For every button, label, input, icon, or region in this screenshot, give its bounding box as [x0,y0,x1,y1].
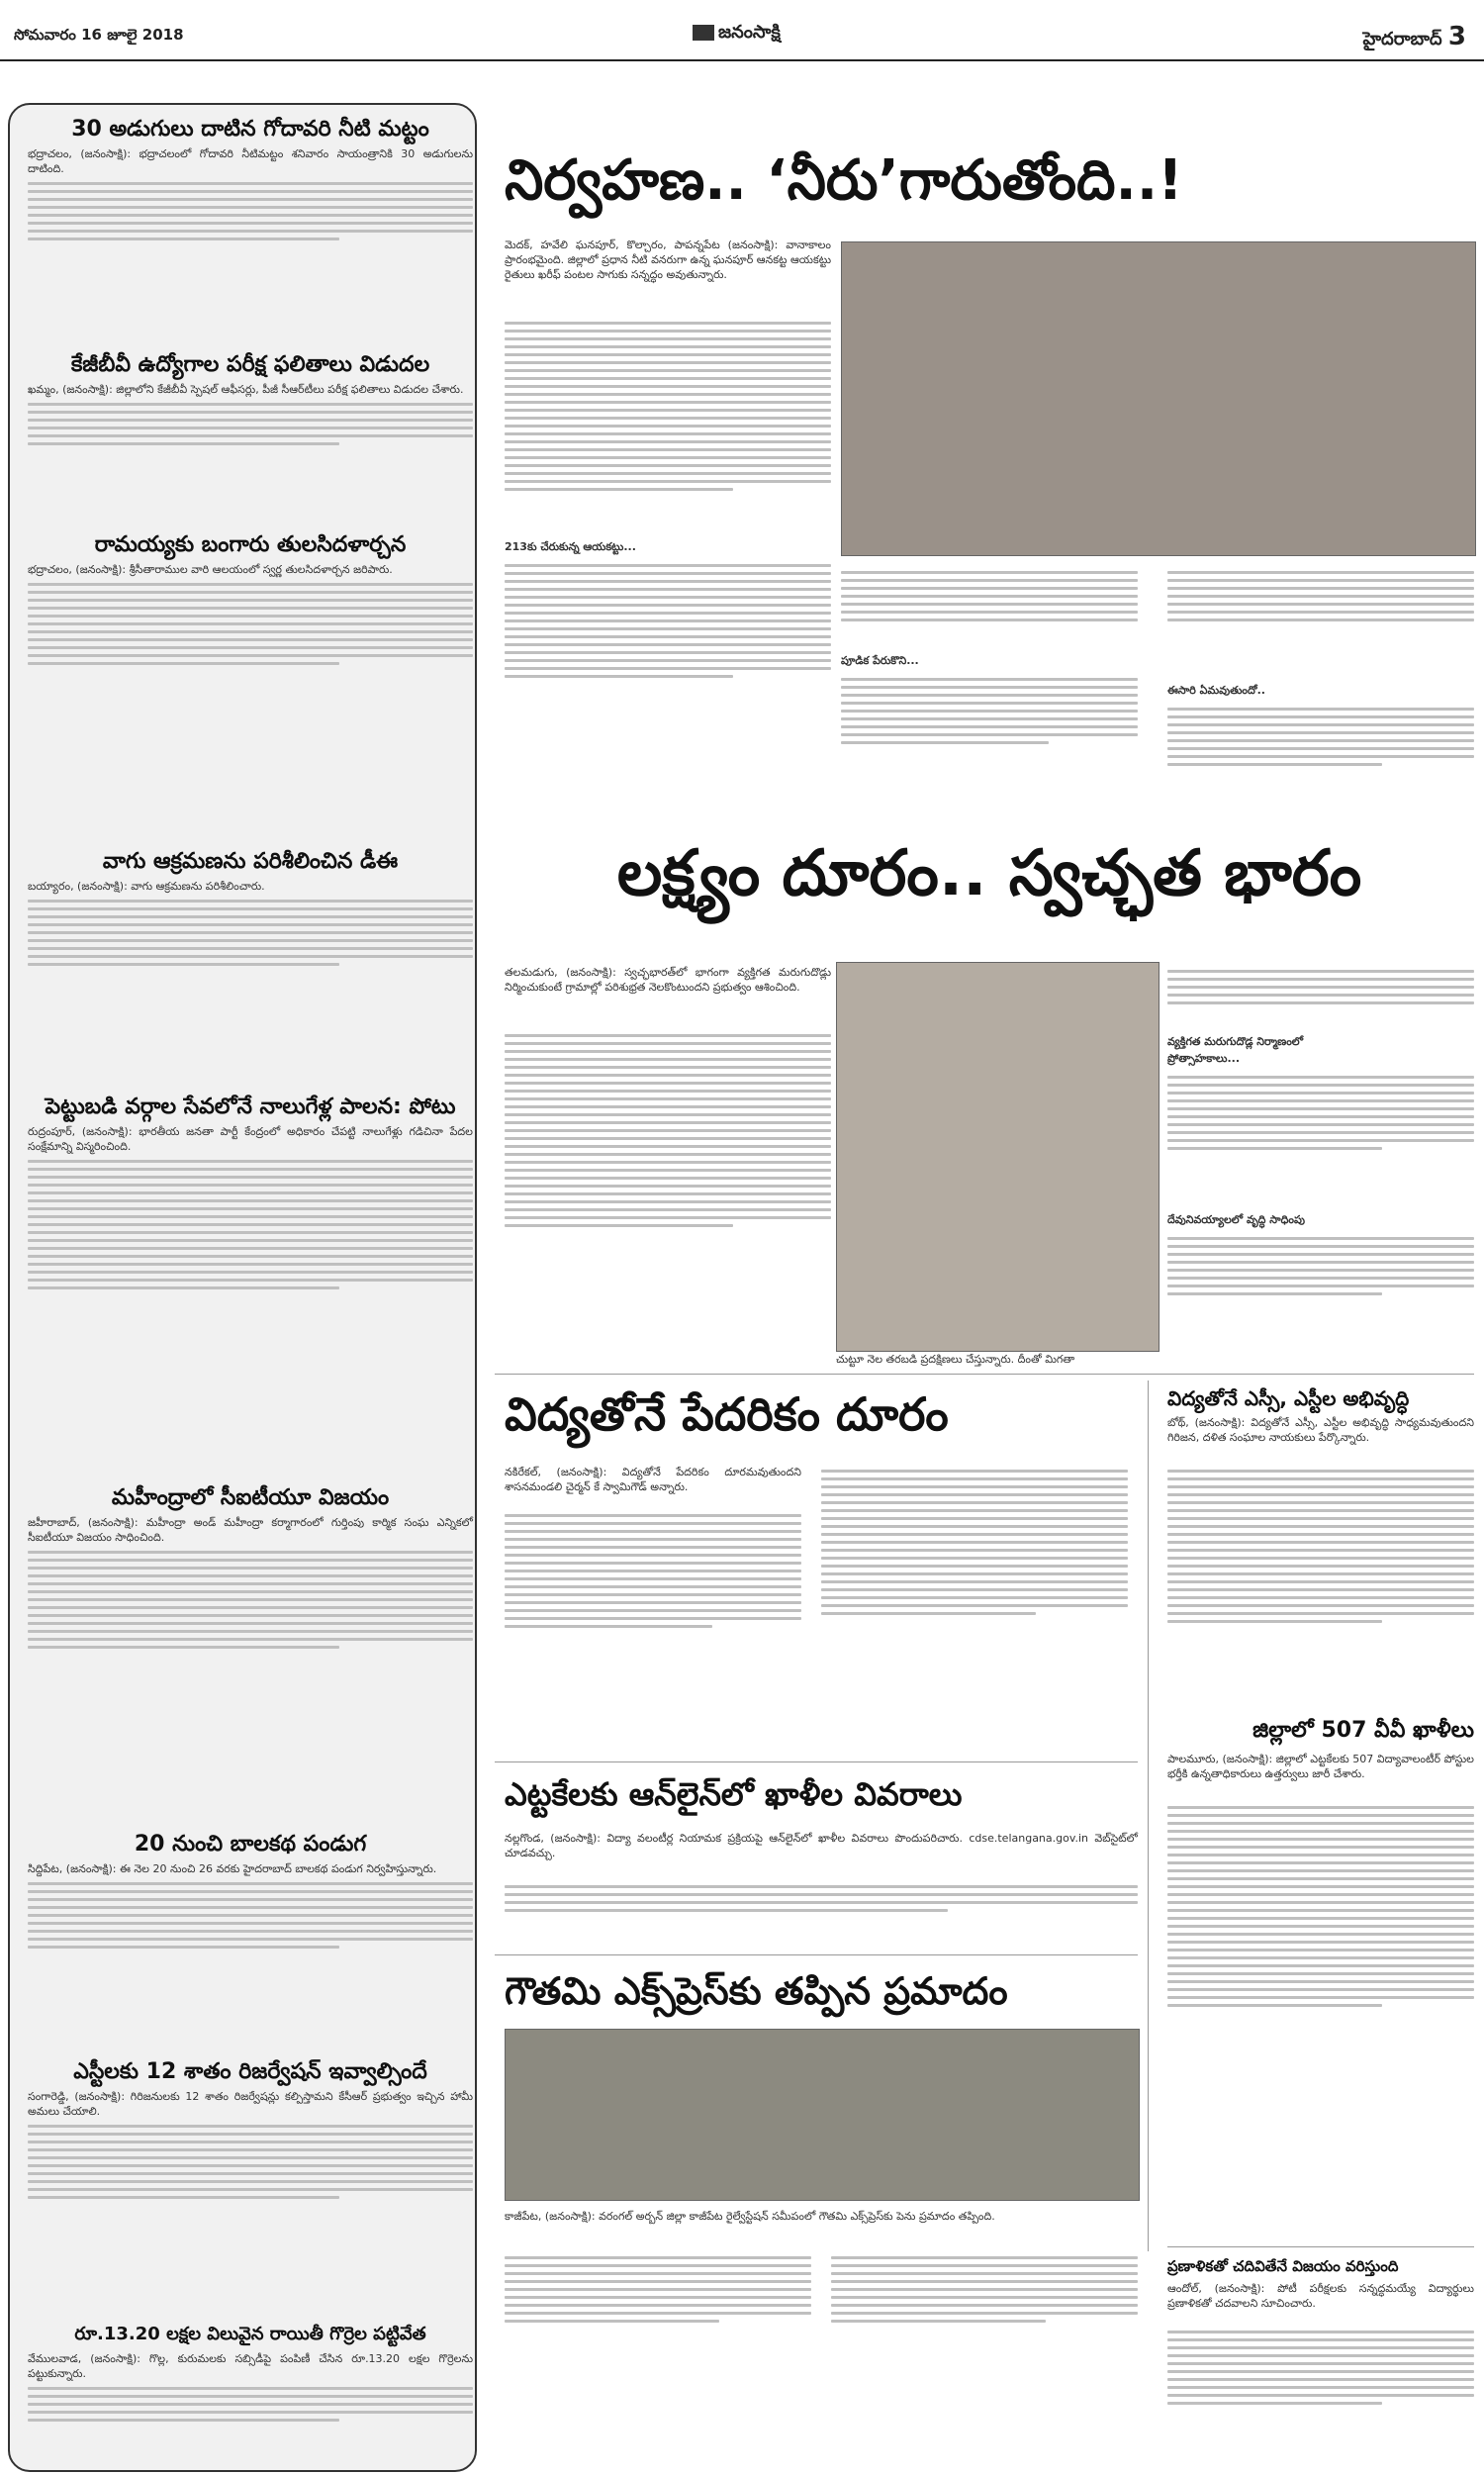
article-text [28,1160,473,1289]
article [28,1095,473,1294]
story1-subhead: ఈసారి ఏమవుతుందో.. [1167,684,1265,697]
story1-text-col3 [1167,566,1474,626]
story1-text-col1 [505,317,831,496]
masthead [693,22,781,47]
story8-byline: ఆందోల్, (జనంసాక్షి): పోటీ పరీక్షలకు సన్నద్ధమయ్యే విద్యార్థులు ప్రణాళికతో చదవాలని సూచించారు. [1167,2282,1474,2310]
article-byline: భద్రాచలం, (జనంసాక్షి): శ్రీసీతారాముల వారి ఆలయంలో స్వర్ణ తులసిదళార్చన జరిపారు. [28,563,393,576]
story3-title: విద్యతోనే పేదరికం దూరం [505,1387,949,1441]
story6-text [1167,1801,1474,2012]
article [28,1832,473,1953]
story7-text-col1 [505,2251,811,2328]
page-city [1362,22,1466,53]
story1-photo [841,241,1476,556]
article [28,532,473,670]
story4-text [1167,1465,1474,1628]
story1-byline: మెదక్, హవేలి ఘనపూర్, కొల్చారం, పాపన్నపేట (జనంసాక్షి): వానాకాలం ప్రారంభమైంది. జిల్లాలో ప్రధాన నీటి వనరుగా ఉన్న ఘనపూర్ ఆనకట్ట ఆయకట్టు రైతులు ఖరీఫ్ పంటల సాగుకు సన్నద్ధం అవుతున్నారు. [505,238,831,281]
story1-text-col1b [505,559,831,683]
article-text [28,1882,473,1949]
story7-byline: కాజీపేట, (జనంసాక్షి): వరంగల్ అర్బన్ జిల్లా కాజీపేట రైల్వేస్టేషన్ సమీపంలో గౌతమి ఎక్స్‌ప్రెస్‌కు పెను ప్రమాదం తప్పింది. [505,2210,995,2223]
story5-text [505,1880,1138,1917]
story2-subhead: దేవునివయ్యాలలో వృద్ధి సాధింపు [1167,1213,1305,1226]
article-text [28,2387,473,2422]
article-headline: కేజీబీవీ ఉద్యోగాల పరీక్ష ఫలితాలు విడుదల [70,352,430,377]
story7-title: గౌతమి ఎక్స్‌ప్రెస్‌కు తప్పిన ప్రమాదం [505,1969,1008,2013]
article-byline: భద్రాచలం, (జనంసాక్షి): భద్రాచలంలో గోదావరి నీటిమట్టం శనివారం సాయంత్రానికి 30 అడుగులను దాటింది. [28,147,473,175]
story3-byline: నకిరేకల్, (జనంసాక్షి): విద్యతోనే పేదరికం దూరమవుతుందని శాసనమండలి చైర్మన్ కే స్వామిగౌడ్ అన్నారు. [505,1466,801,1493]
article-text [28,182,473,240]
article-headline: పెట్టుబడి వర్గాల సేవలోనే నాలుగేళ్ల పాలన: పోటు [45,1095,456,1119]
story7-text-col2 [831,2251,1138,2328]
story8-title: ప్రణాళికతో చదివితేనే విజయం వరిస్తుంది [1167,2257,1399,2275]
article [28,849,473,971]
section-divider [495,1954,1138,1955]
story2-photo [836,962,1159,1352]
article [28,2059,473,2204]
masthead-text: జనంసాక్షి [718,22,781,43]
article-byline: బయ్యారం, (జనంసాక్షి): వాగు ఆక్రమణను పరిశీలించారు. [28,880,265,893]
article-text [28,403,473,445]
story1-text-col2b [841,673,1138,749]
article-headline: రూ.13.20 లక్షల విలువైన రాయితీ గొర్రెల పట్టివేత [74,2324,426,2344]
left-news-column [8,103,477,2472]
page-header [0,0,1484,61]
story4-title: విద్యతోనే ఎస్సీ, ఎస్టీల అభివృద్ధి [1167,1386,1410,1410]
article [28,117,473,245]
story2-photo-caption: చుట్టూ నెల తరబడి ప్రదక్షిణలు చేస్తున్నారు. దీంతో మిగతా [836,1353,1075,1366]
city-name: హైదరాబాద్ [1362,29,1442,49]
article-byline: వేములవాడ, (జనంసాక్షి): గొల్ల, కురుమలకు సబ్సిడీపై పంపిణీ చేసిన రూ.13.20 లక్షల గొర్రెలను పట్టుకున్నారు. [28,2352,473,2380]
story1-text-col2 [841,566,1138,626]
article-headline: 30 అడుగులు దాటిన గోదావరి నీటి మట్టం [71,117,429,142]
story5-byline: నల్లగొండ, (జనంసాక్షి): విద్యా వలంటీర్ల నియామక ప్రక్రియపై ఆన్‌లైన్‌లో ఖాళీల వివరాలు పొందుపరిచారు. cdse.telangana.gov.in వెబ్‌సైట్‌లో చూడవచ్చు. [505,1832,1138,1859]
article [28,2322,473,2427]
story1-subhead: 213కు చేరుకున్న ఆయకట్టు... [505,540,636,553]
story2-text-col1 [505,1029,831,1232]
section-divider [495,1374,1474,1375]
article-headline: 20 నుంచి బాలకథ పండుగ [134,1832,367,1856]
section-divider [1167,2246,1474,2247]
page-number: 3 [1447,22,1466,51]
story5-title: ఎట్టకేలకు ఆన్‌లైన్‌లో ఖాళీల వివరాలు [505,1775,963,1813]
story7-photo [505,2029,1140,2201]
article-text [28,583,473,665]
story3-text-col2 [821,1465,1128,1620]
story2-text-col3b [1167,1071,1474,1155]
article-text [28,2125,473,2199]
article-headline: ఎస్టీలకు 12 శాతం రిజర్వేషన్ ఇవ్వాల్సిందే [73,2059,427,2084]
article-headline: రామయ్యకు బంగారు తులసిదళార్చన [94,532,407,557]
column-divider [1148,1380,1149,2251]
article-byline: జహీరాబాద్, (జనంసాక్షి): మహీంద్రా అండ్ మహీంద్రా కర్మాగారంలో గుర్తింపు కార్మిక సంఘ ఎన్నికలో సీఐటీయూ విజయం సాధించింది. [28,1516,473,1544]
story2-subhead: ప్రోత్సాహకాలు... [1167,1052,1241,1065]
article-headline: వాగు ఆక్రమణను పరిశీలించిన డీఈ [102,849,399,874]
story1-subhead: పూడిక పేరుకొని... [841,654,919,667]
story2-byline: తలమడుగు, (జనంసాక్షి): స్వచ్ఛభారత్‌లో భాగంగా వ్యక్తిగత మరుగుదొడ్లు నిర్మించుకుంటే గ్రామాల్లో పరిశుభ్రత నెలకొంటుందని ప్రభుత్వం ఆశించింది. [505,966,831,994]
article-byline: సంగారెడ్డి, (జనంసాక్షి): గిరిజనులకు 12 శాతం రిజర్వేషన్లు కల్పిస్తామని కేసీఆర్ ప్రభుత్వం ఇచ్చిన హామీ అమలు చేయాలి. [28,2090,473,2118]
article-headline: మహీంద్రాలో సీఐటీయూ విజయం [111,1485,390,1510]
story2-subhead: వ్యక్తిగత మరుగుదొడ్ల నిర్మాణంలో [1167,1035,1304,1048]
story2-text-col3c [1167,1232,1474,1300]
story1-text-col3b [1167,703,1474,771]
story6-title: జిల్లాలో 507 వీవీ ఖాళీలు [1252,1718,1474,1743]
article-byline: రుద్రంపూర్, (జనంసాక్షి): భారతీయ జనతా పార్టీ కేంద్రంలో అధికారం చేపట్టి నాలుగేళ్లు గడిచినా పేదల సంక్షేమాన్ని విస్మరించింది. [28,1125,473,1153]
article [28,352,473,450]
article [28,1485,473,1654]
section-divider [495,1761,1138,1762]
masthead-logo-icon [693,25,714,41]
article-text [28,1551,473,1649]
article-byline: ఖమ్మం, (జనంసాక్షి): జిల్లాలోని కేజీబీవీ స్పెషల్ ఆఫీసర్లు, పీజీ సీఆర్‌టీలు పరీక్ష ఫలితాలు విడుదల చేశారు. [28,383,464,396]
story3-text-col1 [505,1509,801,1633]
article-byline: సిద్దిపేట, (జనంసాక్షి): ఈ నెల 20 నుంచి 26 వరకు హైదరాబాద్ బాలకథ పండుగ నిర్వహిస్తున్నారు. [28,1862,437,1875]
issue-date: సోమవారం 16 జూలై 2018 [14,26,184,44]
story1-title: నిర్వహణ.. ‘నీరు’గారుతోంది..! [505,148,1183,213]
article-text [28,900,473,966]
story6-byline: పాలమూరు, (జనంసాక్షి): జిల్లాలో ఎట్టకేలకు 507 విద్యావాలంటీర్ పోస్టుల భర్తీకి ఉన్నతాధికారులు ఉత్తర్వులు జారీ చేశారు. [1167,1753,1474,1780]
story2-title: లక్ష్యం దూరం.. స్వచ్ఛత భారం [616,837,1362,910]
story2-text-col3 [1167,965,1474,1009]
story4-byline: బోథ్, (జనంసాక్షి): విద్యతోనే ఎస్సీ, ఎస్టీల అభివృద్ధి సాధ్యమవుతుందని గిరిజన, దళిత సంఘాల నాయకులు పేర్కొన్నారు. [1167,1416,1474,1444]
story8-text [1167,2326,1474,2410]
